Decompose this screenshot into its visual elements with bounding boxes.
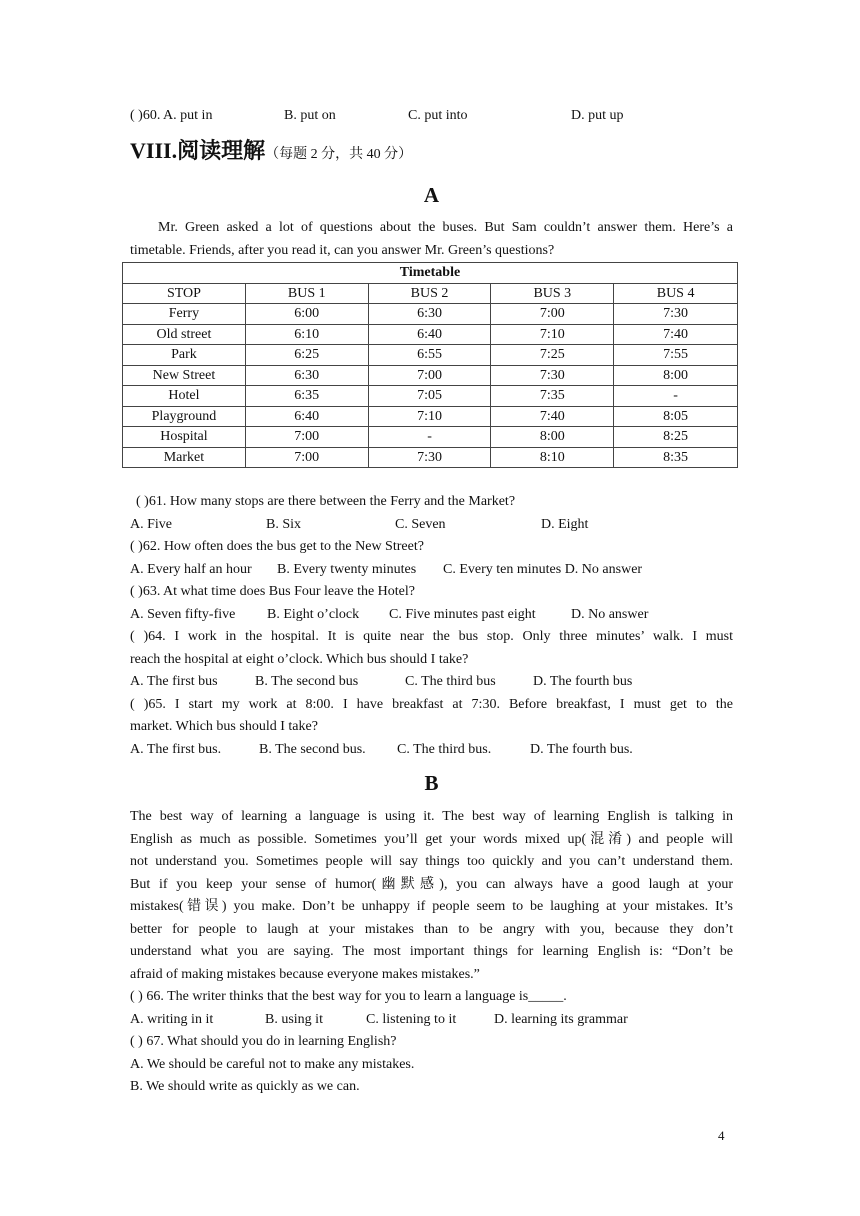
timetable-time-cell: 7:00 — [368, 365, 491, 386]
q63-option-b: B. Eight o’clock — [267, 606, 360, 622]
timetable-stop-cell: New Street — [123, 365, 246, 386]
q61-option-c: C. Seven — [395, 516, 446, 532]
timetable-row — [123, 365, 738, 386]
timetable-time-cell: 6:00 — [245, 304, 368, 325]
q63-options — [130, 604, 733, 627]
timetable-header-cell: BUS 2 — [368, 283, 491, 304]
q66-option-c: C. listening to it — [366, 1011, 457, 1027]
q64-options — [130, 671, 733, 694]
part-b-passage — [130, 806, 733, 1099]
q65-option-a: A. The first bus. — [130, 741, 222, 757]
timetable-caption: Timetable — [123, 263, 738, 284]
q66-option-b: B. using it — [265, 1011, 323, 1027]
part-a-intro — [130, 217, 733, 262]
q63-option-a: A. Seven fifty-five — [130, 606, 236, 622]
timetable-row — [123, 324, 738, 345]
timetable-time-cell: 6:10 — [245, 324, 368, 345]
part-a-intro-line1: Mr. Green asked a lot of questions about the buses. But Sam couldn’t answer them. Here’s a — [158, 220, 733, 235]
timetable-stop-cell: Ferry — [123, 304, 246, 325]
timetable-row — [123, 345, 738, 366]
q64-stem-line2: reach the hospital at eight o’clock. Which bus should I take? — [130, 651, 469, 667]
timetable-stop-cell: Park — [123, 345, 246, 366]
passage-line: English as much as possible. Sometimes you’ll get your words mixed up(混淆) and people will — [130, 831, 733, 847]
timetable-time-cell: 6:30 — [245, 365, 368, 386]
timetable-time-cell: 7:05 — [368, 386, 491, 407]
q62-option-cd: C. Every ten minutes D. No answer — [443, 561, 643, 577]
timetable-time-cell: 7:40 — [614, 324, 738, 345]
part-a-questions — [130, 491, 733, 761]
passage-line: not understand you. Sometimes people will say things too quickly and you can’t understand them. — [130, 854, 733, 869]
q62-options — [130, 559, 733, 582]
timetable-time-cell: 8:35 — [614, 447, 738, 468]
q67-option-a: A. We should be careful not to make any mistakes. — [130, 1056, 415, 1072]
section-title-text: VIII.阅读理解 — [130, 138, 266, 163]
timetable-time-cell: 6:30 — [368, 304, 491, 325]
timetable-time-cell: 6:35 — [245, 386, 368, 407]
q64-option-a: A. The first bus — [130, 674, 218, 689]
timetable-time-cell: 8:00 — [491, 427, 614, 448]
timetable-time-cell: 7:10 — [491, 324, 614, 345]
q66-option-a: A. writing in it — [130, 1011, 214, 1027]
q62-stem: ( )62. How often does the bus get to the New Street? — [130, 539, 424, 554]
q66-options — [130, 1009, 733, 1032]
q64-option-c: C. The third bus — [405, 674, 496, 689]
timetable-row — [123, 386, 738, 407]
timetable-time-cell: 7:30 — [368, 447, 491, 468]
passage-line: better for people to laugh at your mistakes than to be angry with you, because they don’t — [130, 921, 733, 937]
timetable-time-cell: 7:00 — [245, 447, 368, 468]
timetable-time-cell: 6:40 — [368, 324, 491, 345]
timetable-row — [123, 304, 738, 325]
timetable-stop-cell: Playground — [123, 406, 246, 427]
q65-option-c: C. The third bus. — [397, 741, 492, 757]
timetable-time-cell: 8:05 — [614, 406, 738, 427]
timetable-time-cell: 8:00 — [614, 365, 738, 386]
q60-option-c: C. put into — [408, 108, 468, 123]
timetable-body — [123, 304, 738, 468]
q60-option-b: B. put on — [284, 108, 336, 123]
timetable-stop-cell: Old street — [123, 324, 246, 345]
timetable-time-cell: 8:25 — [614, 427, 738, 448]
q60-stem: ( )60. A. put in — [130, 108, 213, 123]
timetable-header-cell: STOP — [123, 283, 246, 304]
q65-stem-line1: ( )65. I start my work at 8:00. I have breakfast at 7:30. Before breakfast, I must get to the — [130, 696, 733, 712]
timetable-time-cell: 6:55 — [368, 345, 491, 366]
q66-option-d: D. learning its grammar — [494, 1011, 628, 1027]
timetable-header-cell: BUS 4 — [614, 283, 738, 304]
timetable-stop-cell: Hospital — [123, 427, 246, 448]
timetable-header-cell: BUS 3 — [491, 283, 614, 304]
timetable-header-cell: BUS 1 — [245, 283, 368, 304]
q64-stem-line1: ( )64. I work in the hospital. It is quite near the bus stop. Only three minutes’ walk. I must — [130, 629, 733, 644]
timetable-row — [123, 406, 738, 427]
timetable-time-cell: 7:10 — [368, 406, 491, 427]
timetable-time-cell: 6:40 — [245, 406, 368, 427]
q67-stem: ( ) 67. What should you do in learning English? — [130, 1034, 397, 1049]
timetable-time-cell: 7:35 — [491, 386, 614, 407]
q63-option-c: C. Five minutes past eight — [389, 606, 536, 622]
timetable-time-cell: 7:00 — [491, 304, 614, 325]
timetable-row — [123, 427, 738, 448]
q65-option-b: B. The second bus. — [259, 741, 366, 757]
q64-option-b: B. The second bus — [255, 674, 359, 689]
passage-line: understand what you are saying. The most important things for learning English is: “Don’t be — [130, 944, 733, 959]
timetable-time-cell: 7:00 — [245, 427, 368, 448]
bus-timetable — [122, 262, 738, 468]
q61-option-a: A. Five — [130, 516, 172, 532]
timetable-row — [123, 447, 738, 468]
timetable-time-cell: - — [368, 427, 491, 448]
timetable-stop-cell: Hotel — [123, 386, 246, 407]
q61-options — [130, 514, 733, 537]
timetable-stop-cell: Market — [123, 447, 246, 468]
q63-stem: ( )63. At what time does Bus Four leave the Hotel? — [130, 584, 415, 599]
q67-option-b: B. We should write as quickly as we can. — [130, 1079, 360, 1094]
q61-stem: ( )61. How many stops are there between the Ferry and the Market? — [136, 494, 516, 509]
part-a-heading: A — [423, 183, 440, 207]
q65-stem-line2: market. Which bus should I take? — [130, 719, 318, 734]
q61-option-d: D. Eight — [541, 516, 589, 532]
passage-line: But if you keep your sense of humor(幽默感), you can always have a good laugh at your — [130, 876, 733, 892]
q64-option-d: D. The fourth bus — [533, 674, 633, 689]
timetable-time-cell: 7:40 — [491, 406, 614, 427]
section-title — [130, 136, 412, 170]
part-b-heading: B — [424, 771, 439, 795]
q65-options — [130, 739, 733, 762]
q60-option-d: D. put up — [571, 108, 624, 123]
timetable-time-cell: 8:10 — [491, 447, 614, 468]
passage-last-line: afraid of making mistakes because everyone makes mistakes.” — [130, 966, 480, 982]
timetable-time-cell: 7:55 — [614, 345, 738, 366]
q62-option-b: B. Every twenty minutes — [277, 561, 417, 577]
section-score-note: （每题 2 分，共 40 分） — [265, 147, 413, 162]
q65-option-d: D. The fourth bus. — [530, 741, 633, 757]
passage-line: mistakes(错误) you make. Don’t be unhappy if people seem to be laughing at your mistakes. It’s — [130, 899, 733, 914]
page-number: 4 — [718, 1128, 725, 1143]
timetable-time-cell: 6:25 — [245, 345, 368, 366]
passage-line: The best way of learning a language is using it. The best way of learning English is talking in — [130, 809, 733, 824]
q61-option-b: B. Six — [266, 516, 302, 532]
timetable-time-cell: 7:30 — [614, 304, 738, 325]
timetable-time-cell: 7:30 — [491, 365, 614, 386]
q63-option-d: D. No answer — [571, 606, 649, 622]
q66-stem: ( ) 66. The writer thinks that the best way for you to learn a language is_____. — [130, 989, 567, 1004]
question-60 — [130, 105, 624, 128]
timetable-time-cell: - — [614, 386, 738, 407]
q62-option-a: A. Every half an hour — [130, 561, 252, 577]
timetable-time-cell: 7:25 — [491, 345, 614, 366]
part-a-intro-line2: timetable. Friends, after you read it, can you answer Mr. Green’s questions? — [130, 242, 555, 258]
